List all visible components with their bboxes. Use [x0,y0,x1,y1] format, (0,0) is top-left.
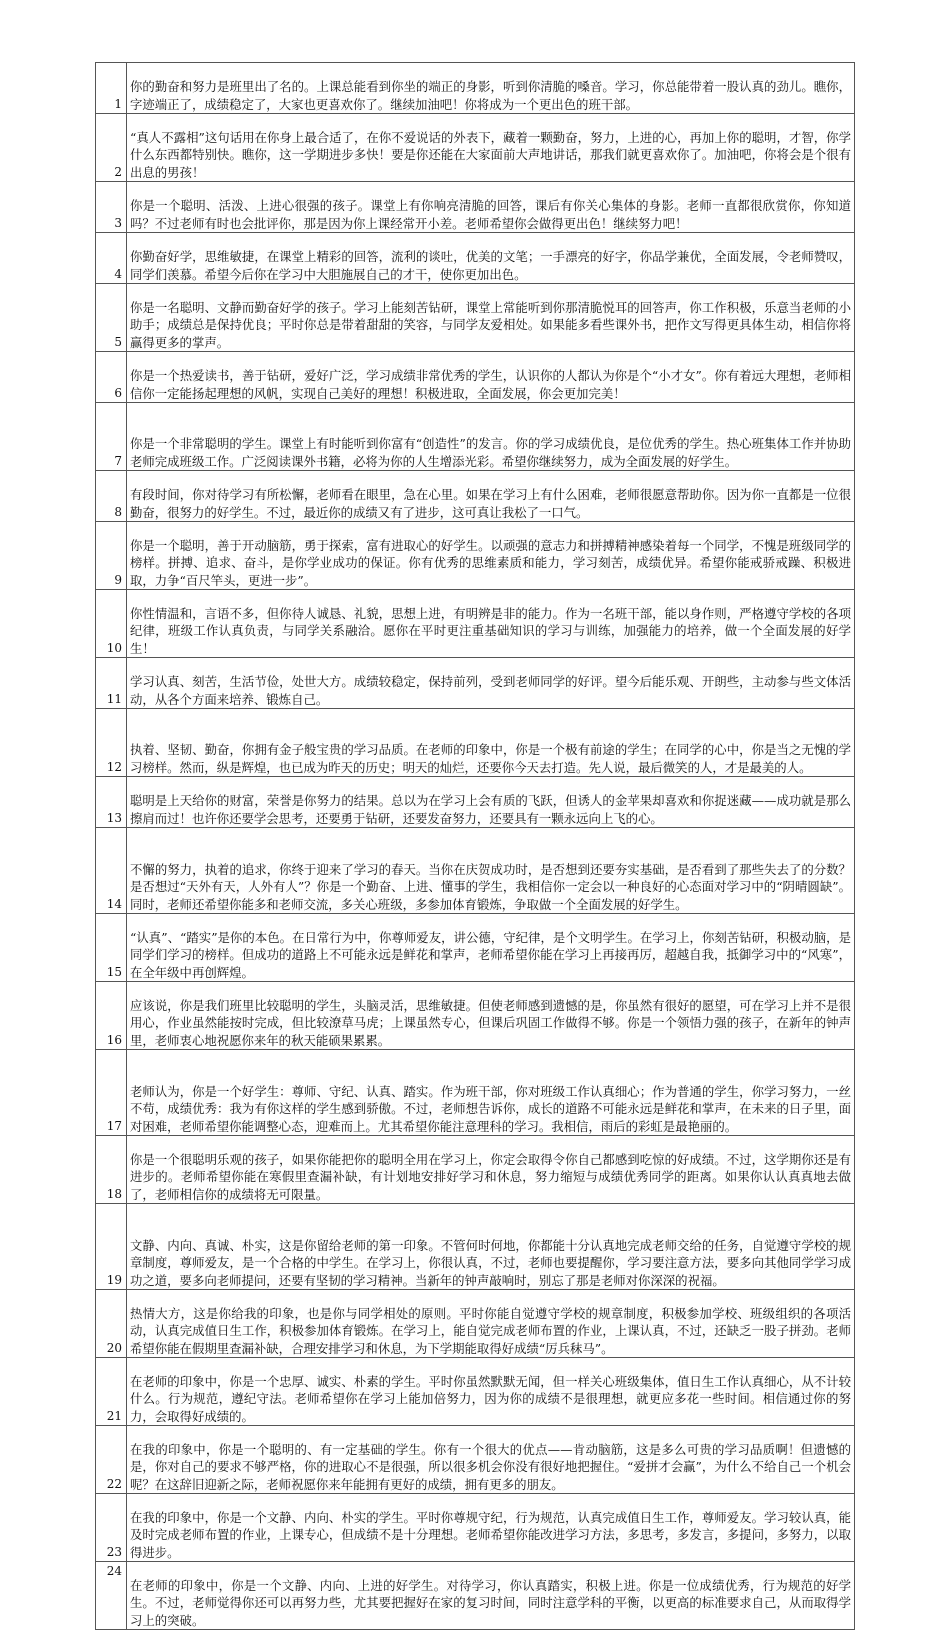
table-row [96,1290,855,1358]
comment-text: 在我的印象中，你是一个聪明的、有一定基础的学生。你有一个很大的优点——肯动脑筋，这是多么可贵的学习品质啊！但遗憾的是，你对自己的要求不够严格，你的进取心不是很强，所以很多机会你没有很好地把握住。“爱拼才会赢”，为什么不给自己一个机会呢？在这辞旧迎新之际，老师祝愿你来年能拥有更好的成绩，拥有更多的朋友。 [127,1426,855,1494]
comment-text: 你性情温和，言语不多，但你待人诚恳、礼貌，思想上进，有明辨是非的能力。作为一名班干部，能以身作则，严格遵守学校的各项纪律，班级工作认真负责，与同学关系融洽。愿你在平时更注重基础知识的学习与训练，加强能力的培养，做一个全面发展的好学生！ [127,590,855,658]
table-row [96,471,855,522]
row-number: 17 [96,1050,127,1136]
comment-text: 你是一个聪明，善于开动脑筋，勇于探索，富有进取心的好学生。以顽强的意志力和拼搏精神感染着每一个同学，不愧是班级同学的榜样。拼搏、追求、奋斗，是你学业成功的保证。你有优秀的思维素质和能力，学习刻苦，成绩优异。希望你能戒骄戒躁、积极进取，力争“百尺竿头，更进一步”。 [127,522,855,590]
table-row [96,914,855,982]
comment-text: 聪明是上天给你的财富，荣誉是你努力的结果。总以为在学习上会有质的飞跃，但诱人的金苹果却喜欢和你捉迷藏——成功就是那么擦肩而过！也许你还要学会思考，还要勇于钻研，还要发奋努力，还要具有一颗永远向上飞的心。 [127,777,855,828]
comment-text: 你是一个热爱读书，善于钻研，爱好广泛，学习成绩非常优秀的学生，认识你的人都认为你是个“小才女”。你有着远大理想，老师相信你一定能扬起理想的风帆，实现自己美好的理想！积极进取，全面发展，你会更加完美！ [127,352,855,403]
row-number: 18 [96,1136,127,1204]
row-number: 6 [96,352,127,403]
row-number: 16 [96,982,127,1050]
row-number: 15 [96,914,127,982]
table-row [96,284,855,352]
row-number: 21 [96,1358,127,1426]
table-row [96,522,855,590]
comment-text: 在老师的印象中，你是一个忠厚、诚实、朴素的学生。平时你虽然默默无闻，但一样关心班级集体，值日生工作认真细心，从不计较什么。行为规范，遵纪守法。老师希望你在学习上能加倍努力，因为你的成绩不是很理想，就更应多花一些时间。相信通过你的努力，会取得好成绩的。 [127,1358,855,1426]
table-row [96,658,855,709]
table-row [96,1136,855,1204]
row-number: 7 [96,403,127,471]
table-row [96,182,855,233]
comment-text: 在老师的印象中，你是一个文静、内向、上进的好学生。对待学习，你认真踏实，积极上进。你是一位成绩优秀，行为规范的好学生。不过，老师觉得你还可以再努力些，尤其要把握好在家的复习时间，同时注意学科的平衡，以更高的标准要求自己，从而取得学习上的突破。 [127,1562,855,1630]
comment-text: 在我的印象中，你是一个文静、内向、朴实的学生。平时你尊规守纪，行为规范，认真完成值日生工作，尊师爱友。学习较认真，能及时完成老师布置的作业，上课专心，但成绩不是十分理想。老师希望你能改进学习方法，多思考，多发言，多提问，多努力，以取得进步。 [127,1494,855,1562]
table-row [96,114,855,182]
comment-text: “真人不露相”这句话用在你身上最合适了，在你不爱说话的外表下，藏着一颗勤奋，努力，上进的心，再加上你的聪明，才智，你学什么东西都特别快。瞧你，这一学期进步多快！要是你还能在大家面前大声地讲话，那我们就更喜欢你了。加油吧，你将会是个很有出息的男孩！ [127,114,855,182]
table-row [96,709,855,777]
table-row [96,1204,855,1290]
row-number: 10 [96,590,127,658]
comment-text: 你勤奋好学，思维敏捷，在课堂上精彩的回答，流利的谈吐，优美的文笔；一手漂亮的好字，你品学兼优，全面发展，令老师赞叹，同学们羡慕。希望今后你在学习中大胆施展自己的才干，使你更加出色。 [127,233,855,284]
row-number: 3 [96,182,127,233]
row-number: 22 [96,1426,127,1494]
comment-text: 有段时间，你对待学习有所松懈，老师看在眼里，急在心里。如果在学习上有什么困难，老师很愿意帮助你。因为你一直都是一位很勤奋，很努力的好学生。不过，最近你的成绩又有了进步，这可真让我松了一口气。 [127,471,855,522]
comment-text: 应该说，你是我们班里比较聪明的学生，头脑灵活，思维敏捷。但使老师感到遗憾的是，你虽然有很好的愿望，可在学习上并不是很用心，作业虽然能按时完成，但比较潦草马虎；上课虽然专心，但课后巩固工作做得不够。你是一个领悟力强的孩子，在新年的钟声里，老师衷心地祝愿你来年的秋天能硕果累累。 [127,982,855,1050]
table-row [96,982,855,1050]
table-row [96,777,855,828]
comment-text: 文静、内向、真诚、朴实，这是你留给老师的第一印象。不管何时何地，你都能十分认真地完成老师交给的任务，自觉遵守学校的规章制度，尊师爱友，是一个合格的中学生。在学习上，你很认真，不过，老师也要提醒你，学习要注意方法，要多向其他同学学习成功之道，要多向老师提问，还要有坚韧的学习精神。当新年的钟声敲响时，别忘了那是老师对你深深的祝福。 [127,1204,855,1290]
comment-text: 你是一个非常聪明的学生。课堂上有时能听到你富有“创造性”的发言。你的学习成绩优良，是位优秀的学生。热心班集体工作并协助老师完成班级工作。广泛阅读课外书籍，必将为你的人生增添光彩。希望你继续努力，成为全面发展的好学生。 [127,403,855,471]
table-row [96,1562,855,1630]
row-number: 13 [96,777,127,828]
comment-text: 学习认真、刻苦，生活节俭，处世大方。成绩较稳定，保持前列，受到老师同学的好评。望今后能乐观、开朗些，主动参与些文体活动，从各个方面来培养、锻炼自己。 [127,658,855,709]
table-row [96,233,855,284]
comment-text: “认真”、“踏实”是你的本色。在日常行为中，你尊师爱友，讲公德，守纪律，是个文明学生。在学习上，你刻苦钻研，积极动脑，是同学们学习的榜样。但成功的道路上不可能永远是鲜花和掌声，老师希望你能在学习上再接再厉，超越自我，抵御学习中的“风寒”，在全年级中再创辉煌。 [127,914,855,982]
row-number: 19 [96,1204,127,1290]
row-number: 23 [96,1494,127,1562]
comment-text: 你是一名聪明、文静而勤奋好学的孩子。学习上能刻苦钻研，课堂上常能听到你那清脆悦耳的回答声，你工作积极，乐意当老师的小助手；成绩总是保持优良；平时你总是带着甜甜的笑容，与同学友爱相处。如果能多看些课外书，把作文写得更具体生动，相信你将赢得更多的掌声。 [127,284,855,352]
table-row [96,1358,855,1426]
row-number: 14 [96,828,127,914]
table-row [96,828,855,914]
comment-text: 老师认为，你是一个好学生：尊师、守纪、认真、踏实。作为班干部，你对班级工作认真细心；作为普通的学生，你学习努力，一丝不苟，成绩优秀：我为有你这样的学生感到骄傲。不过，老师想告诉你，成长的道路不可能永远是鲜花和掌声，在未来的日子里，面对困难，老师希望你能调整心态，迎难而上。尤其希望你能注意理科的学习。我相信，雨后的彩虹是最艳丽的。 [127,1050,855,1136]
comment-text: 你的勤奋和努力是班里出了名的。上课总能看到你坐的端正的身影，听到你清脆的嗓音。学习，你总能带着一股认真的劲儿。瞧你，字迹端正了，成绩稳定了，大家也更喜欢你了。继续加油吧！你将成为一个更出色的班干部。 [127,63,855,114]
comment-text: 执着、坚韧、勤奋，你拥有金子般宝贵的学习品质。在老师的印象中，你是一个极有前途的学生；在同学的心中，你是当之无愧的学习榜样。然而，纵是辉煌，也已成为昨天的历史；明天的灿烂，还要你今天去打造。先人说，最后微笑的人，才是最美的人。 [127,709,855,777]
row-number: 8 [96,471,127,522]
table-row [96,63,855,114]
comment-text: 你是一个很聪明乐观的孩子，如果你能把你的聪明全用在学习上，你定会取得令你自己都感到吃惊的好成绩。不过，这学期你还是有进步的。老师希望你能在寒假里查漏补缺，有计划地安排好学习和休息，努力缩短与成绩优秀同学的距离。如果你认认真真地去做了，老师相信你的成绩将无可限量。 [127,1136,855,1204]
comment-text: 你是一个聪明、活泼、上进心很强的孩子。课堂上有你响亮清脆的回答，课后有你关心集体的身影。老师一直都很欣赏你，你知道吗？不过老师有时也会批评你，那是因为你上课经常开小差。老师希望你会做得更出色！继续努力吧！ [127,182,855,233]
table-row [96,590,855,658]
table-row [96,1426,855,1494]
row-number: 4 [96,233,127,284]
row-number: 12 [96,709,127,777]
row-number: 20 [96,1290,127,1358]
row-number: 5 [96,284,127,352]
row-number: 11 [96,658,127,709]
row-number: 2 [96,114,127,182]
row-number: 9 [96,522,127,590]
comment-text: 不懈的努力，执着的追求，你终于迎来了学习的春天。当你在庆贺成功时，是否想到还要夯实基础，是否看到了那些失去了的分数？是否想过“天外有天，人外有人”？你是一个勤奋、上进、懂事的学生，我相信你一定会以一种良好的心态面对学习中的“阴晴圆缺”。同时，老师还希望你能多和老师交流，多关心班级，多参加体育锻炼，争取做一个全面发展的好学生。 [127,828,855,914]
table-row [96,1494,855,1562]
table-row [96,1050,855,1136]
comments-table [95,62,855,1630]
table-row [96,352,855,403]
table-row [96,403,855,471]
row-number: 1 [96,63,127,114]
comment-text: 热情大方，这是你给我的印象，也是你与同学相处的原则。平时你能自觉遵守学校的规章制度，积极参加学校、班级组织的各项活动，认真完成值日生工作，积极参加体育锻炼。在学习上，能自觉完成老师布置的作业，上课认真，不过，还缺乏一股子拼劲。老师希望你能在假期里查漏补缺，合理安排学习和休息，为下学期能取得好成绩“厉兵秣马”。 [127,1290,855,1358]
row-number: 24 [96,1562,127,1630]
